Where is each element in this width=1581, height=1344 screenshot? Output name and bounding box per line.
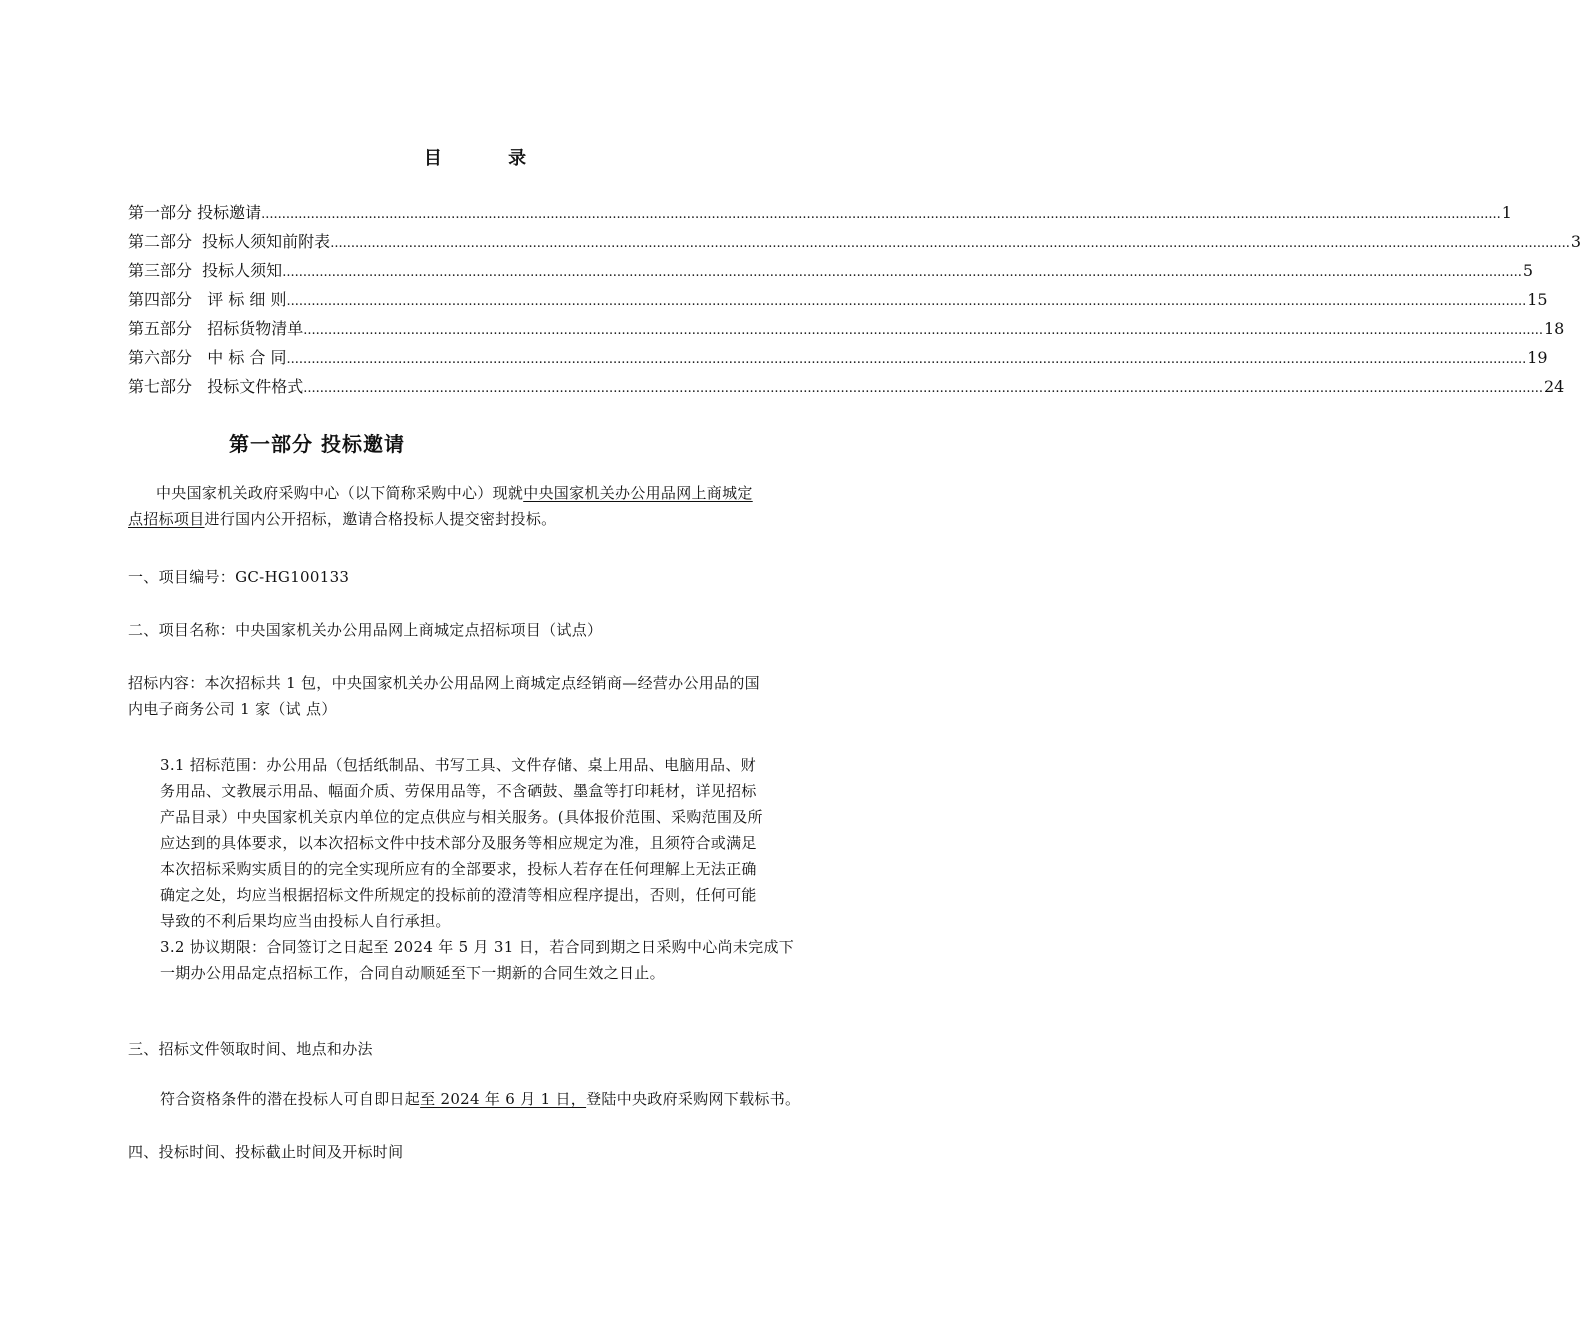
- toc-dot-leader: ............................................................................................................................................................................................................................................................................................................: [286, 352, 1527, 367]
- download-text: 符合资格条件的潜在投标人可自即日起: [160, 1090, 421, 1108]
- project-name-underlined: 中央国家机关办公用品网上商城定: [523, 484, 753, 502]
- scope-line: 3.1 招标范围：办公用品（包括纸制品、书写工具、文件存储、桌上用品、电脑用品、财: [160, 756, 756, 774]
- toc-dot-leader: ............................................................................................................................................................................................................................................................................................................: [303, 323, 1543, 338]
- section-title: 第一部分 投标邀请: [229, 432, 405, 456]
- toc-dot-leader: ............................................................................................................................................................................................................................................................................................................: [286, 294, 1527, 309]
- section-four-heading: 四、投标时间、投标截止时间及开标时间: [128, 1143, 404, 1161]
- term-line: 3.2 协议期限：合同签订之日起至 2024 年 5 月 31 日，若合同到期之日采购中心尚未完成下: [160, 938, 795, 956]
- toc-entry[interactable]: [128, 287, 1548, 316]
- toc-entry-label: 第六部分 中 标 合 同: [128, 348, 287, 367]
- toc-entry-page: 24: [1543, 377, 1565, 396]
- tender-content: [128, 670, 828, 722]
- toc-entry[interactable]: [128, 229, 1581, 258]
- scope-line: 确定之处，均应当根据招标文件所规定的投标前的澄清等相应程序提出，否则，任何可能: [160, 886, 757, 904]
- toc-dot-leader: ............................................................................................................................................................................................................................................................................................................: [303, 381, 1543, 396]
- toc-entry[interactable]: [128, 345, 1548, 374]
- toc-entry-label: 第四部分 评 标 细 则: [128, 290, 287, 309]
- intro-paragraph: [128, 480, 828, 532]
- intro-text-end: 进行国内公开招标，邀请合格投标人提交密封投标。: [204, 510, 557, 528]
- toc-entry-page: 15: [1527, 290, 1548, 309]
- project-name: 二、项目名称：中央国家机关办公用品网上商城定点招标项目（试点）: [128, 621, 603, 639]
- toc-entry-label: 第二部分 投标人须知前附表: [128, 232, 331, 251]
- toc-entry-page: 3: [1570, 232, 1581, 251]
- toc-entry-label: 第三部分 投标人须知: [128, 261, 283, 280]
- toc-entry-page: 1: [1501, 203, 1512, 222]
- toc-entry-label: 第七部分 投标文件格式: [128, 377, 304, 396]
- scope-line: 产品目录）中央国家机关京内单位的定点供应与相关服务。(具体报价范围、采购范围及所: [160, 808, 763, 826]
- scope-line: 本次招标采购实质目的的完全实现所应有的全部要求，投标人若存在任何理解上无法正确: [160, 860, 757, 878]
- project-name-underlined-cont: 点招标项目: [128, 510, 205, 528]
- download-deadline: 至 2024 年 6 月 1 日，: [420, 1090, 587, 1108]
- toc-entry-page: 19: [1527, 348, 1548, 367]
- toc-entry[interactable]: [128, 316, 1565, 345]
- scope-paragraph: [160, 752, 840, 986]
- tender-content-line: 内电子商务公司 1 家（试 点）: [128, 700, 337, 718]
- toc-entry-page: 18: [1543, 319, 1565, 338]
- toc-dot-leader: ............................................................................................................................................................................................................................................................................................................: [330, 236, 1570, 251]
- toc-entry-label: 第一部分 投标邀请: [128, 203, 262, 222]
- toc-entry-page: 5: [1522, 261, 1534, 280]
- toc-entry[interactable]: [128, 200, 1512, 229]
- tender-content-line: 招标内容：本次招标共 1 包，中央国家机关办公用品网上商城定点经销商—经营办公用品的国: [128, 674, 760, 692]
- intro-text: 中央国家机关政府采购中心（以下简称采购中心）现就: [156, 484, 524, 502]
- section-three-heading: 三、招标文件领取时间、地点和办法: [128, 1040, 373, 1058]
- scope-line: 应达到的具体要求，以本次招标文件中技术部分及服务等相应规定为准，且须符合或满足: [160, 834, 757, 852]
- term-line: 一期办公用品定点招标工作，合同自动顺延至下一期新的合同生效之日止。: [160, 964, 665, 982]
- download-text-end: 登陆中央政府采购网下载标书。: [586, 1090, 801, 1108]
- toc-entry[interactable]: [128, 258, 1534, 287]
- toc-entry-label: 第五部分 招标货物清单: [128, 319, 304, 338]
- toc-dot-leader: ............................................................................................................................................................................................................................................................................................................: [282, 265, 1522, 280]
- intro-line-1: [128, 480, 828, 506]
- toc-dot-leader: ............................................................................................................................................................................................................................................................................................................: [261, 207, 1501, 222]
- intro-line-2: [128, 506, 828, 532]
- scope-line: 导致的不利后果均应当由投标人自行承担。: [160, 912, 451, 930]
- project-number: 一、项目编号：GC-HG100133: [128, 568, 350, 586]
- table-of-contents: [128, 200, 1581, 403]
- toc-entry[interactable]: [128, 374, 1565, 403]
- toc-title: 目 录: [423, 148, 557, 169]
- scope-line: 务用品、文教展示用品、幅面介质、劳保用品等，不含硒鼓、墨盒等打印耗材，详见招标: [160, 782, 757, 800]
- download-paragraph: [160, 1086, 840, 1112]
